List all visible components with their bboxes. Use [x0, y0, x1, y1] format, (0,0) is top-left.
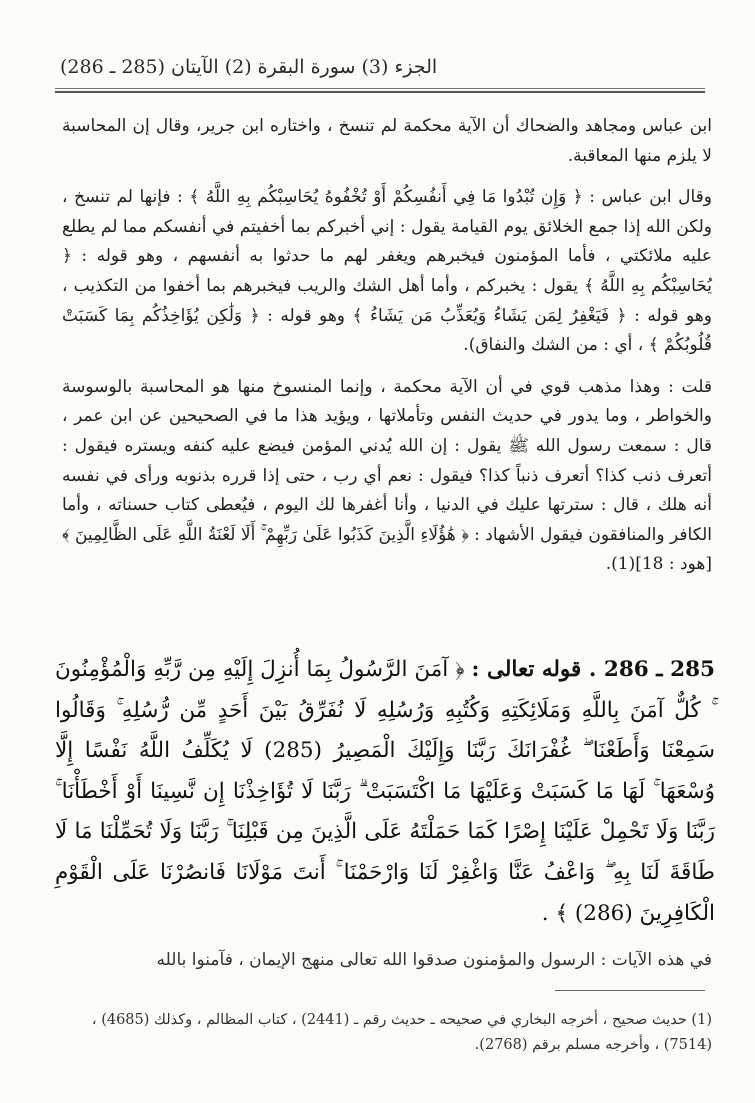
footnote-text: (1) حديث صحيح ، أخرجه البخاري في صحيحه ـ حديث رقم ـ (2441) ، كتاب المظالم ، وكذلك (4685) ، (7514) ، وأخرجه مسلم برقم (2768). [91, 1012, 712, 1053]
verse-heading: 285 ـ 286 . قوله تعالى : [471, 657, 715, 682]
footnote [62, 1008, 712, 1058]
paragraph-2: وقال ابن عباس : ﴿ وَإِن تُبْدُوا مَا فِي أَنفُسِكُمْ أَوْ تُخْفُوهُ يُحَاسِبْكُم بِهِ اللَّهُ ﴾ : فإنها لم تنسخ ، ولكن الله إذا جمع الخلائق يوم القيامة يقول : إني أخبركم بما أخفيتم في أنفسكم مما لم يطلع عليه ملائكتي ، فأما المؤمنون فيخبرهم ويغفر لهم ما حدثوا به أنفسهم ، وهو قوله : ﴿ يُحَاسِبْكُم بِهِ اللَّهُ ﴾ يقول : يخبركم ، وأما أهل الشك والريب فيخبرهم بما أخفوا من التكذيب ، وهو قوله : ﴿ فَيَغْفِرُ لِمَن يَشَاءُ وَيُعَذِّبُ مَن يَشَاءُ ﴾ وهو قوله : ﴿ وَلَٰكِن يُؤَاخِذُكُم بِمَا كَسَبَتْ قُلُوبُكُمْ ﴾ ، أي : من الشك والنفاق). [62, 187, 712, 356]
closing-line: في هذه الآيات : الرسول والمؤمنون صدقوا الله تعالى منهج الإيمان ، فآمنوا بالله [156, 950, 712, 970]
paragraph-3: قلت : وهذا مذهب قوي في أن الآية محكمة ، وإنما المنسوخ منها هو المحاسبة بالوسوسة والخواطر ، وما يدور في حديث النفس وتأملاتها ، ويؤيد هذا ما في الصحيحين عن ابن عمر ، قال : سمعت رسول الله ﷺ يقول : إن الله يُدني المؤمن فيضع عليه كنفه ويستره فيقول : أتعرف ذنب كذا؟ أتعرف ذنباً كذا؟ فيقول : نعم أي رب ، حتى إذا قرره بذنوبه ورأى في نفسه أنه هلك ، قال : سترتها عليك في الدنيا ، وأنا أغفرها لك اليوم ، فيُعطى كتاب حسناته ، وأما الكافر والمنافقون فيقول الأشهاد : ﴿ هَٰؤُلَاءِ الَّذِينَ كَذَبُوا عَلَىٰ رَبِّهِمْ ۚ أَلَا لَعْنَةُ اللَّهِ عَلَى الظَّالِمِينَ ﴾ [هود : 18](1). [62, 376, 712, 575]
paragraph-1: ابن عباس ومجاهد والضحاك أن الآية محكمة لم تنسخ ، واختاره ابن جرير، وقال إن المحاسبة لا يلزم منها المعاقبة. [62, 116, 712, 166]
verse-block [55, 650, 715, 934]
running-header [60, 52, 700, 82]
header-rule [55, 88, 705, 93]
header-title: الجزء (3) سورة البقرة (2) الآيتان (285 ـ 286) [60, 56, 438, 78]
commentary-text [62, 112, 712, 592]
verse-text: ﴿ آمَنَ الرَّسُولُ بِمَا أُنزِلَ إِلَيْهِ مِن رَّبِّهِ وَالْمُؤْمِنُونَ ۚ كُلٌّ آمَنَ بِاللَّهِ وَمَلَائِكَتِهِ وَكُتُبِهِ وَرُسُلِهِ لَا نُفَرِّقُ بَيْنَ أَحَدٍ مِّن رُّسُلِهِ ۚ وَقَالُوا سَمِعْنَا وَأَطَعْنَا ۖ غُفْرَانَكَ رَبَّنَا وَإِلَيْكَ الْمَصِيرُ (285) لَا يُكَلِّفُ اللَّهُ نَفْسًا إِلَّا وُسْعَهَا ۚ لَهَا مَا كَسَبَتْ وَعَلَيْهَا مَا اكْتَسَبَتْ ۗ رَبَّنَا لَا تُؤَاخِذْنَا إِن نَّسِينَا أَوْ أَخْطَأْنَا ۚ رَبَّنَا وَلَا تَحْمِلْ عَلَيْنَا إِصْرًا كَمَا حَمَلْتَهُ عَلَى الَّذِينَ مِن قَبْلِنَا ۚ رَبَّنَا وَلَا تُحَمِّلْنَا مَا لَا طَاقَةَ لَنَا بِهِ ۖ وَاعْفُ عَنَّا وَاغْفِرْ لَنَا وَارْحَمْنَا ۚ أَنتَ مَوْلَانَا فَانصُرْنَا عَلَى الْقَوْمِ الْكَافِرِينَ (286) ﴾ . [55, 657, 715, 926]
footnote-rule [555, 990, 705, 991]
